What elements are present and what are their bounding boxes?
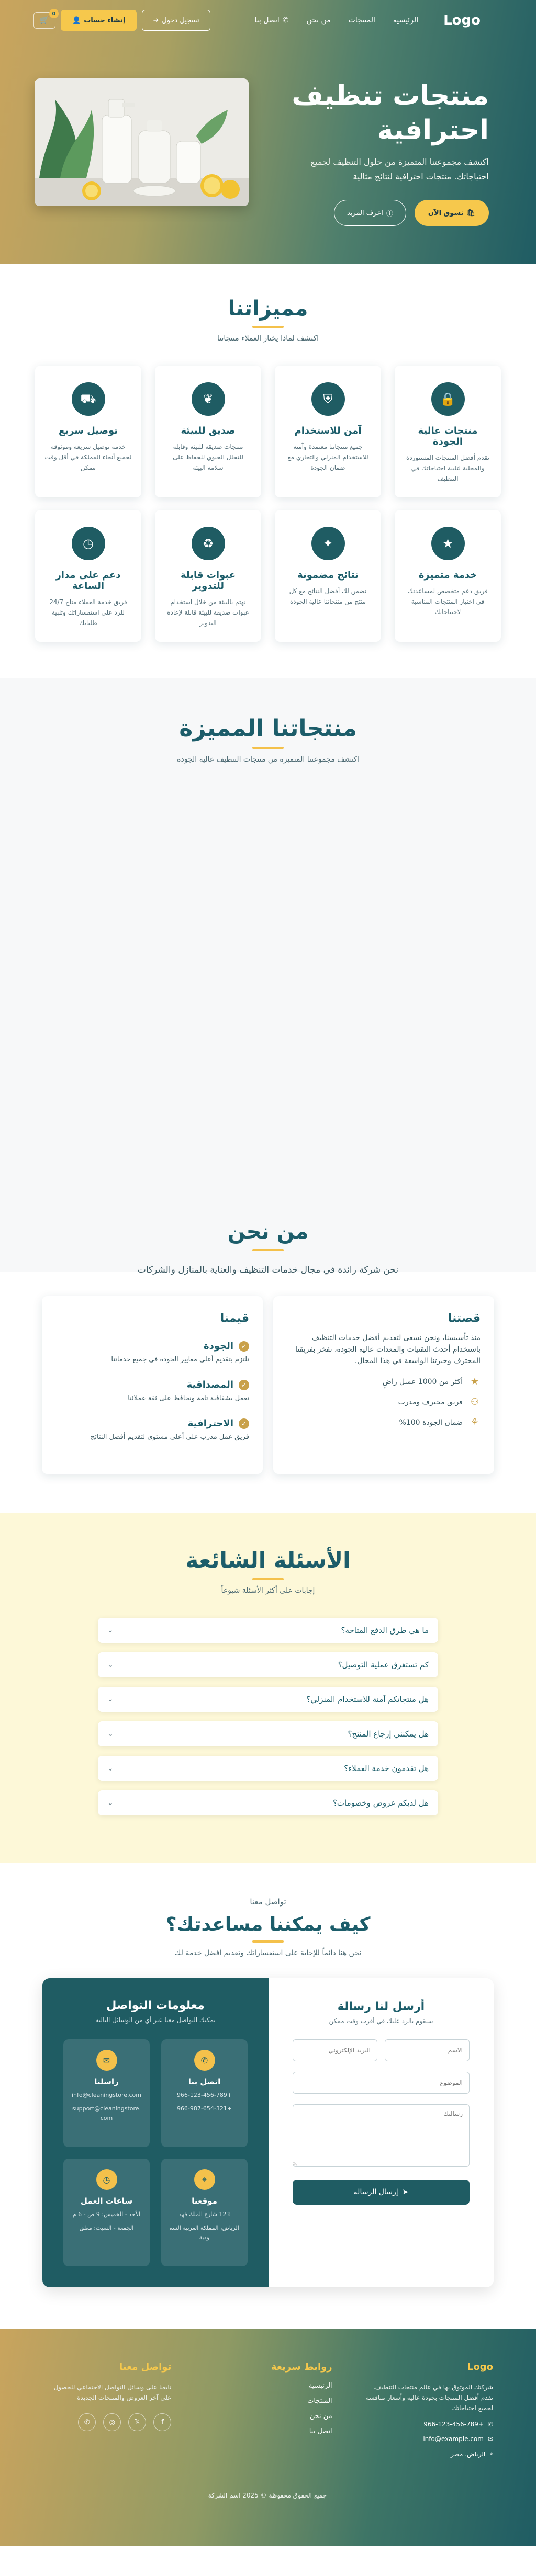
message-input[interactable]: [293, 2104, 470, 2167]
nav-link-contact-label: اتصل بنا: [254, 16, 280, 25]
faq-question: هل لديكم عروض وخصومات؟: [332, 1798, 429, 1808]
contact-info-line: الجمعة - السبت: مغلق: [79, 2225, 134, 2231]
feature-description: نهتم بالبيئة من خلال استخدام عبوات صديقة للبيئة قابلة لإعادة التدوير: [167, 598, 249, 627]
send-icon: ➤: [402, 2188, 409, 2196]
login-button[interactable]: [142, 10, 210, 31]
products-subtitle: اكتشف مجموعتنا المتميزة من منتجات التنظيف عالية الجودة: [177, 755, 359, 764]
footer-link-products[interactable]: المنتجات: [307, 2397, 332, 2405]
faq-question: ما هي طرق الدفع المتاحة؟: [341, 1626, 429, 1635]
about-section: [0, 1220, 536, 1513]
clock-icon: ◷: [96, 2169, 117, 2190]
hero-section: [0, 0, 536, 264]
hero-image: [35, 78, 249, 206]
shield-lock-icon: 🔒: [431, 382, 465, 416]
feature-description: خدمة توصيل سريعة وموثوقة لجميع أنحاء المملكة في أقل وقت ممكن: [44, 443, 132, 471]
values-title: قيمنا: [220, 1312, 249, 1325]
title-divider: [252, 1249, 284, 1251]
features-section: [0, 264, 536, 678]
values-list: [55, 1341, 249, 1441]
contact-info-title: راسلنا: [94, 2077, 119, 2086]
send-label: إرسال الرسالة: [353, 2188, 398, 2196]
shop-now-button[interactable]: [415, 200, 489, 226]
value-title: الجودة: [203, 1341, 233, 1352]
faq-list: [98, 1618, 438, 1815]
faq-item[interactable]: [98, 1756, 438, 1781]
contact-section: [0, 1863, 536, 2329]
logo[interactable]: Logo: [443, 13, 481, 28]
faq-question: هل منتجاتكم آمنة للاستخدام المنزلي؟: [306, 1695, 429, 1704]
footer-link-home[interactable]: الرئيسية: [308, 2382, 332, 2390]
values-card: [42, 1296, 263, 1474]
contact-info-box: [161, 2039, 248, 2147]
contact-info-line: الرياض، المملكة العربية السعودية: [170, 2225, 239, 2241]
check-icon: ✓: [239, 1418, 249, 1429]
info-icon: ⓘ: [386, 210, 393, 218]
footer: [0, 2329, 536, 2546]
signup-button[interactable]: [61, 10, 137, 31]
feature-card: [395, 366, 501, 497]
contact-info-line: 123 شارع الملك فهد: [178, 2211, 230, 2218]
faq-item[interactable]: [98, 1687, 438, 1712]
phone-icon: ✆: [194, 2050, 215, 2071]
cleaning-products-illustration: [35, 78, 249, 206]
cart-badge: 0: [49, 9, 59, 18]
footer-about-desc: شركتك الموثوق بها في عالم منتجات التنظيف، نقدم أفضل المنتجات بجودة عالية وأسعار منافسة لجميع احتياجاتك: [366, 2384, 493, 2412]
feature-description: جميع منتجاتنا معتمدة وآمنة للاستخدام المنزلي والتجاري مع ضمان الجودة: [287, 443, 368, 471]
products-section: [0, 678, 536, 1272]
feature-card: [275, 510, 381, 642]
feature-title: آمن للاستخدام: [294, 425, 362, 436]
nav-actions: [34, 10, 210, 31]
star-icon: ★: [431, 527, 465, 560]
contact-info-line: support@cleaningstore.com: [72, 2105, 141, 2121]
footer-phone-text: +966-123-456-789: [423, 2421, 484, 2428]
recycle-icon: ♻: [192, 527, 225, 560]
features-grid: [34, 366, 502, 642]
features-title: مميزاتنا: [228, 297, 308, 321]
feature-title: خدمة متميزة: [418, 570, 477, 581]
stat-text: ضمان الجودة 100%: [399, 1418, 463, 1427]
feature-title: دعم على مدار الساعة: [55, 570, 121, 592]
faq-question: كم تستغرق عملية التوصيل؟: [338, 1660, 429, 1670]
footer-contact: [42, 2362, 171, 2458]
handshake-icon: ⚘: [470, 1417, 479, 1428]
footer-links-title: روابط سريعة: [271, 2362, 332, 2373]
name-input[interactable]: [385, 2039, 470, 2061]
contact-info-box: [161, 2159, 248, 2266]
stat-item: [287, 1417, 481, 1428]
check-icon: ✓: [239, 1380, 249, 1390]
feature-description: نقدم أفضل المنتجات المستوردة والمحلية لتلبية احتياجاتك في التنظيف: [406, 454, 489, 482]
footer-contact-desc: تابعنا على وسائل التواصل الاجتماعي للحصول على آخر العروض والمنتجات الجديدة: [53, 2384, 172, 2401]
stat-text: فريق محترف ومدرب: [398, 1398, 463, 1406]
sparkle-icon: ✦: [311, 527, 345, 560]
feature-card: [35, 510, 141, 642]
clock-icon: ◷: [72, 527, 105, 560]
leaf-icon: ❦: [192, 382, 225, 416]
feature-description: فريق خدمة العملاء متاح 24/7 للرد على استفساراتك وتلبية طلباتك: [49, 598, 127, 627]
value-description: نلتزم بتقديم أعلى معايير الجودة في جميع خدماتنا: [111, 1356, 249, 1364]
about-subtitle: نحن شركة رائدة في مجال خدمات التنظيف والعناية بالمنازل والشركات: [137, 1265, 399, 1275]
check-icon: ✓: [239, 1341, 249, 1352]
title-divider: [252, 1940, 284, 1943]
info-grid: [63, 2039, 248, 2266]
shield-icon: ⛨: [311, 382, 345, 416]
stats-list: [287, 1376, 481, 1428]
stat-item: [287, 1397, 481, 1408]
copyright: جميع الحقوق محفوظة © 2025 اسم الشركة: [208, 2492, 327, 2499]
learn-more-label: اعرف المزيد: [347, 209, 383, 217]
info-subtitle: يمكنك التواصل معنا عبر أي من الوسائل التالية: [95, 2016, 216, 2024]
contact-info-line: +966-123-456-789: [176, 2092, 232, 2098]
about-title: من نحن: [227, 1220, 309, 1244]
shop-now-label: تسوق الآن: [428, 209, 464, 217]
value-item: [55, 1341, 249, 1364]
footer-link-contact[interactable]: اتصل بنا: [309, 2427, 332, 2435]
contact-info-line: الأحد - الخميس: 9 ص - 6 م: [72, 2211, 141, 2218]
contact-info-panel: [42, 1978, 269, 2287]
form-title: أرسل لنا رسالة: [337, 2000, 425, 2013]
contact-info-box: [63, 2039, 150, 2147]
location-icon: ⌖: [489, 2450, 493, 2457]
footer-phone[interactable]: [364, 2421, 493, 2428]
contact-info-title: موقعنا: [192, 2196, 217, 2206]
footer-links: [203, 2362, 332, 2458]
info-title: معلومات التواصل: [106, 1999, 205, 2012]
footer-logo[interactable]: Logo: [467, 2362, 493, 2373]
truck-icon: ⛟: [72, 382, 105, 416]
subject-input[interactable]: [293, 2072, 470, 2094]
footer-address: [364, 2450, 493, 2458]
story-card: [273, 1296, 494, 1474]
phone-icon: ✆: [282, 16, 289, 25]
hero-title: منتجات تنظيف احترافية: [292, 80, 489, 146]
faq-section: [0, 1513, 536, 1863]
feature-title: نتائج مضمونة: [297, 570, 359, 581]
footer-about: [364, 2362, 493, 2458]
send-message-button[interactable]: [293, 2180, 470, 2205]
feature-card: [155, 366, 261, 497]
login-label: تسجيل دخول: [162, 16, 199, 25]
location-icon: ⌖: [194, 2169, 215, 2190]
faq-item[interactable]: [98, 1652, 438, 1677]
instagram-icon[interactable]: ◎: [103, 2413, 121, 2431]
chevron-down-icon: ⌄: [107, 1799, 114, 1807]
footer-email-text: info@example.com: [423, 2435, 484, 2443]
feature-description: فريق دعم متخصص لمساعدتك في اختيار المنتجات المناسبة لاحتياجاتك: [408, 587, 488, 616]
contact-form: [269, 1978, 494, 2287]
contact-subtitle: نحن هنا دائماً للإجابة على استفساراتك وتقديم أفضل خدمة لك: [174, 1949, 362, 1957]
stat-item: [287, 1376, 481, 1387]
nav-link-contact[interactable]: [254, 16, 288, 25]
stat-text: أكثر من 1000 عميل راضٍ: [383, 1377, 463, 1386]
products-title: منتجاتنا المميزة: [179, 715, 357, 742]
mail-icon: ✉: [487, 2435, 493, 2443]
title-divider: [252, 747, 284, 749]
title-divider: [252, 1578, 284, 1580]
feature-card: [155, 510, 261, 642]
contact-title: كيف يمكننا مساعدتك؟: [165, 1914, 371, 1935]
value-description: فريق عمل مدرب على أعلى مستوى لتقديم أفضل النتائج: [91, 1433, 249, 1441]
bag-icon: 🛍: [466, 209, 475, 217]
value-item: [55, 1418, 249, 1441]
story-title: قصتنا: [448, 1312, 481, 1325]
signup-label: إنشاء حساب: [84, 16, 126, 25]
contact-info-title: ساعات العمل: [80, 2196, 133, 2206]
chevron-down-icon: ⌄: [107, 1695, 114, 1704]
nav-link-products[interactable]: المنتجات: [348, 16, 375, 25]
contact-info-line: info@cleaningstore.com: [71, 2092, 142, 2098]
value-title: الاحترافية: [187, 1418, 233, 1429]
feature-title: توصيل سريع: [58, 425, 118, 436]
footer-email[interactable]: [364, 2435, 493, 2443]
feature-description: نضمن لك أفضل النتائج مع كل منتج من منتجاتنا عالية الجودة: [289, 587, 367, 605]
hero-subtitle: اكتشف مجموعتنا المتميزة من حلول التنظيف لجميع احتياجاتك. منتجات احترافية لنتائج مثالية: [310, 157, 489, 181]
star-icon: ★: [470, 1376, 479, 1387]
chevron-down-icon: ⌄: [107, 1764, 114, 1773]
chevron-down-icon: ⌄: [107, 1661, 114, 1669]
faq-item[interactable]: [98, 1721, 438, 1746]
story-description: منذ تأسيسنا، ونحن نسعى لتقديم أفضل خدمات التنظيف باستخدام أحدث التقنيات والمعدات عالية الجودة، نفخر بفريقنا المحترف وخبرتنا الواسعة في هذا المجال.: [295, 1334, 481, 1365]
title-divider: [252, 326, 284, 328]
nav-links: [210, 16, 418, 25]
social-links: [42, 2413, 171, 2431]
twitter-icon[interactable]: 𝕏: [128, 2413, 146, 2431]
phone-icon: ✆: [487, 2421, 493, 2428]
contact-kicker: تواصل معنا: [250, 1897, 286, 1907]
feature-description: منتجات صديقة للبيئة وقابلة للتحلل الحيوي للحفاظ على سلامة البيئة: [173, 443, 243, 471]
faq-item[interactable]: [98, 1618, 438, 1643]
footer-address-text: الرياض، مصر: [450, 2450, 486, 2458]
footer-link-about[interactable]: من نحن: [309, 2412, 332, 2420]
login-icon: ➜: [153, 16, 159, 25]
feature-title: عبوات قابلة للتدوير: [180, 570, 236, 592]
nav-link-home[interactable]: الرئيسية: [393, 16, 419, 25]
faq-question: هل يمكنني إرجاع المنتج؟: [348, 1729, 429, 1739]
user-plus-icon: 👤: [72, 16, 81, 25]
contact-info-title: اتصل بنا: [188, 2077, 221, 2086]
cart-button[interactable]: [34, 12, 55, 29]
footer-contact-title: تواصل معنا: [119, 2362, 172, 2373]
faq-title: الأسئلة الشائعة: [185, 1547, 351, 1573]
faq-item[interactable]: [98, 1790, 438, 1815]
email-input[interactable]: [293, 2039, 377, 2061]
feature-title: صديق للبيئة: [181, 425, 236, 436]
feature-card: [35, 366, 141, 497]
value-item: [55, 1379, 249, 1402]
navbar: [0, 0, 536, 41]
features-subtitle: اكتشف لماذا يختار العملاء منتجاتنا: [217, 334, 319, 343]
feature-title: منتجات عالية الجودة: [418, 425, 478, 447]
facebook-icon[interactable]: f: [153, 2413, 171, 2431]
learn-more-button[interactable]: [334, 200, 406, 226]
form-subtitle: سنقوم بالرد عليك في أقرب وقت ممكن: [329, 2017, 433, 2025]
cart-icon: 🛒: [40, 16, 49, 25]
faq-question: هل تقدمون خدمة العملاء؟: [344, 1764, 429, 1773]
team-icon: ⚇: [470, 1397, 479, 1408]
feature-card: [395, 510, 501, 642]
feature-card: [275, 366, 381, 497]
value-description: نعمل بشفافية تامة ونحافظ على ثقة عملائنا: [128, 1394, 249, 1402]
chevron-down-icon: ⌄: [107, 1626, 114, 1635]
chevron-down-icon: ⌄: [107, 1730, 114, 1738]
nav-link-about[interactable]: من نحن: [306, 16, 331, 25]
contact-info-line: +966-987-654-321: [176, 2105, 232, 2112]
faq-subtitle: إجابات على أكثر الأسئلة شيوعاً: [221, 1586, 315, 1595]
value-title: المصداقية: [186, 1379, 233, 1390]
contact-info-box: [63, 2159, 150, 2266]
whatsapp-icon[interactable]: ✆: [78, 2413, 96, 2431]
mail-icon: ✉: [96, 2050, 117, 2071]
